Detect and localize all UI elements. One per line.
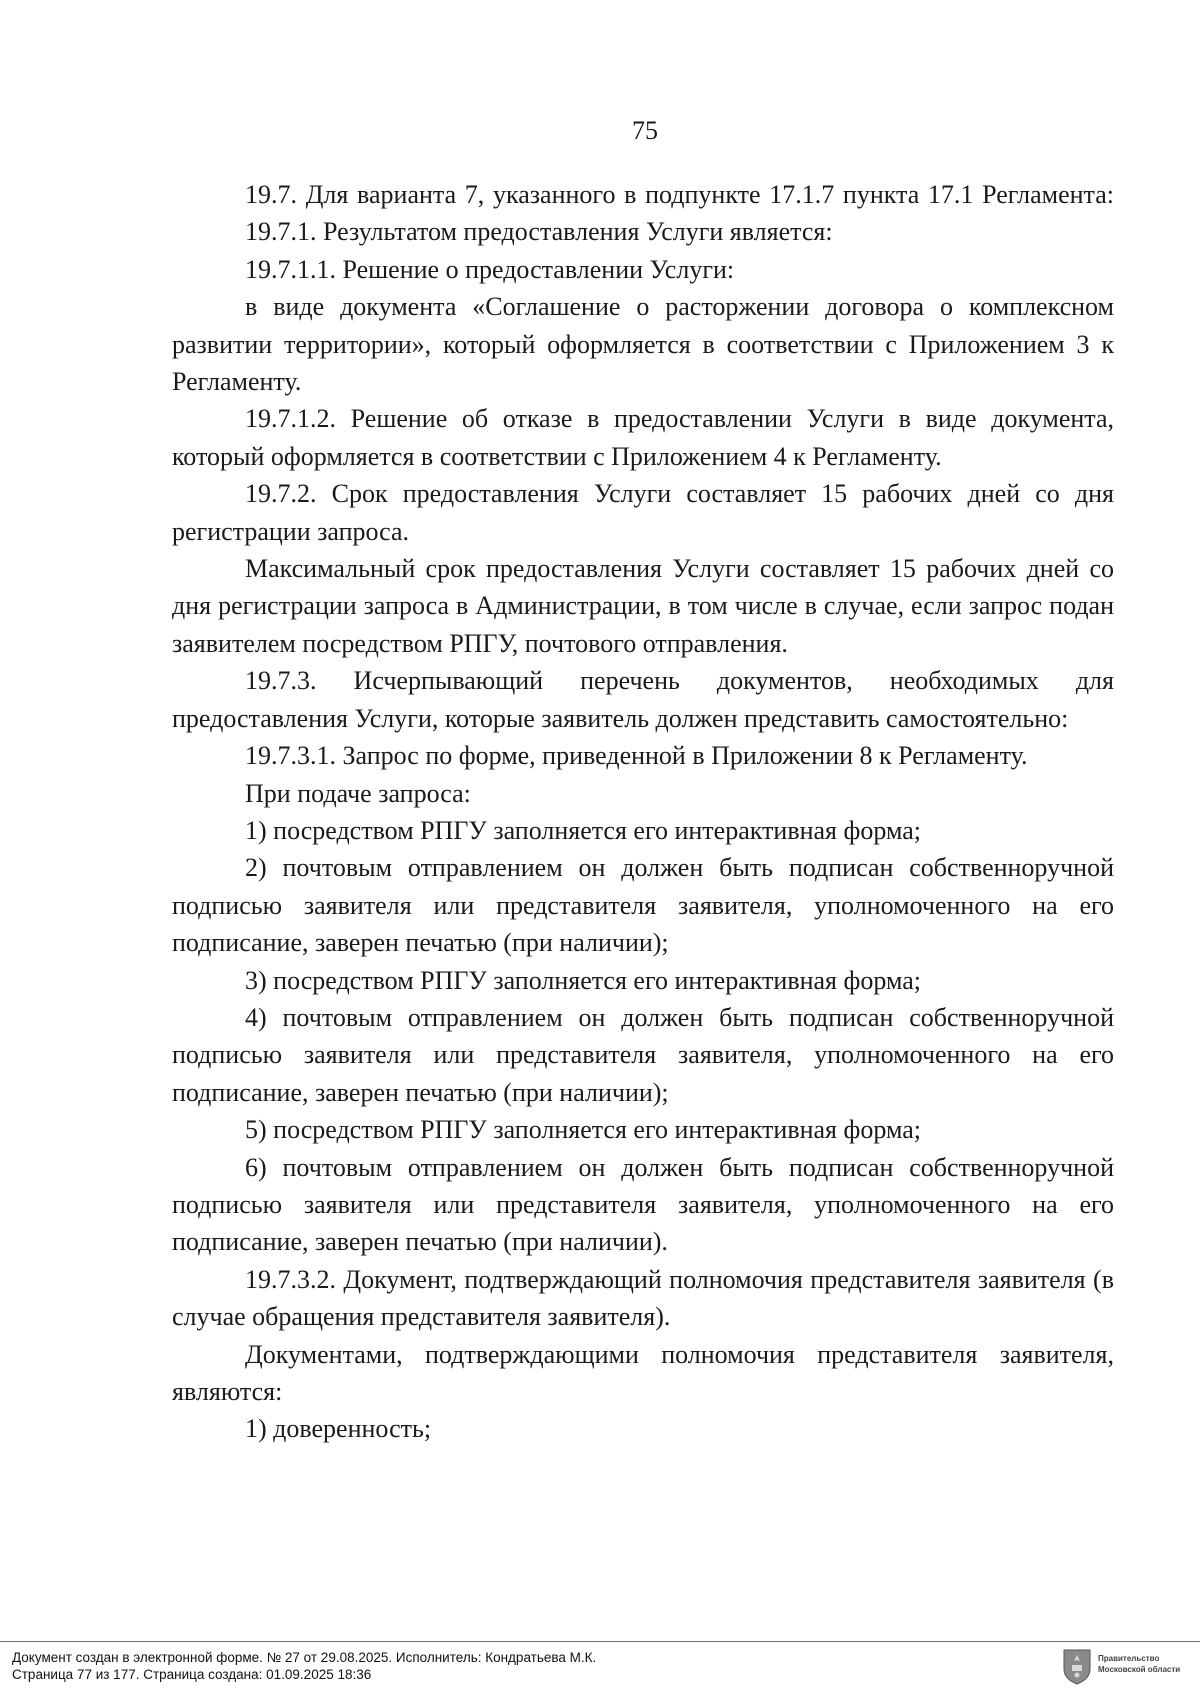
logo-line-1: Правительство: [1098, 1654, 1160, 1663]
list-item-4: 4) почтовым отправлением он должен быть подписан собственноручной подписью заявителя или представителя заявителя, уполномоченного на его подписание, заверен печатью (при наличии);: [172, 1002, 1114, 1107]
paragraph-19-7: 19.7. Для варианта 7, указанного в подпункте 17.1.7 пункта 17.1 Регламента:: [245, 180, 1114, 209]
list-item-6: 6) почтовым отправлением он должен быть подписан собственноручной подписью заявителя или представителя заявителя, уполномоченного на его подписание, заверен печатью (при наличии).: [172, 1152, 1114, 1257]
paragraph-19-7-3-2: 19.7.3.2. Документ, подтверждающий полномочия представителя заявителя (в случае обращения представителя заявителя).: [172, 1264, 1114, 1332]
list-item-2: 2) почтовым отправлением он должен быть подписан собственноручной подписью заявителя или представителя заявителя, уполномоченного на его подписание, заверен печатью (при наличии);: [172, 853, 1114, 958]
list-item-3: 3) посредством РПГУ заполняется его интерактивная форма;: [245, 965, 921, 995]
paragraph-19-7-1: 19.7.1. Результатом предоставления Услуги является:: [245, 217, 833, 247]
footer-page-info: Страница 77 из 177. Страница создана: 01.09.2025 18:36: [12, 1666, 372, 1682]
paragraph-max-term: Максимальный срок предоставления Услуги составляет 15 рабочих дней со дня регистрации запроса в Администрации, в том числе в случае, если запрос подан заявителем посредством РПГУ, почтового отправления.: [172, 554, 1114, 658]
logo-caption: [1098, 1653, 1180, 1675]
list-item-5: 5) посредством РПГУ заполняется его интерактивная форма;: [245, 1115, 921, 1145]
footer-document-info: Документ создан в электронной форме. № 27 от 29.08.2025. Исполнитель: Кондратьева М.К.: [12, 1650, 597, 1665]
list-item-power-of-attorney: 1) доверенность;: [245, 1414, 432, 1444]
government-logo: [1062, 1647, 1192, 1689]
paragraph-submission-intro: При подаче запроса:: [245, 778, 471, 808]
paragraph-document-form: в виде документа «Соглашение о расторжении договора о комплексном развитии территории», который оформляется в соответствии с Приложением 3 к Регламенту.: [172, 292, 1114, 397]
document-body: [172, 176, 1114, 1448]
footer-divider: [0, 1641, 1200, 1642]
page-footer: [0, 1641, 1200, 1698]
footer-info: [12, 1650, 596, 1683]
moscow-region-emblem-icon: [1062, 1647, 1092, 1685]
paragraph-19-7-3-1: 19.7.3.1. Запрос по форме, приведенной в Приложении 8 к Регламенту.: [245, 741, 1028, 771]
paragraph-authority-docs: Документами, подтверждающими полномочия представителя заявителя, являются:: [172, 1339, 1114, 1406]
paragraph-19-7-1-1: 19.7.1.1. Решение о предоставлении Услуги:: [245, 254, 735, 284]
paragraph-19-7-3: 19.7.3. Исчерпывающий перечень документов, необходимых для предоставления Услуги, которые заявитель должен представить самостоятельно:: [172, 666, 1114, 733]
paragraph-19-7-2: 19.7.2. Срок предоставления Услуги составляет 15 рабочих дней со дня регистрации запроса.: [172, 479, 1114, 546]
logo-line-2: Московской области: [1098, 1665, 1181, 1674]
paragraph-19-7-1-2: 19.7.1.2. Решение об отказе в предоставлении Услуги в виде документа, который оформляется в соответствии с Приложением 4 к Регламенту.: [172, 404, 1114, 471]
list-item-1: 1) посредством РПГУ заполняется его интерактивная форма;: [245, 815, 921, 845]
page-number: 75: [632, 116, 658, 145]
